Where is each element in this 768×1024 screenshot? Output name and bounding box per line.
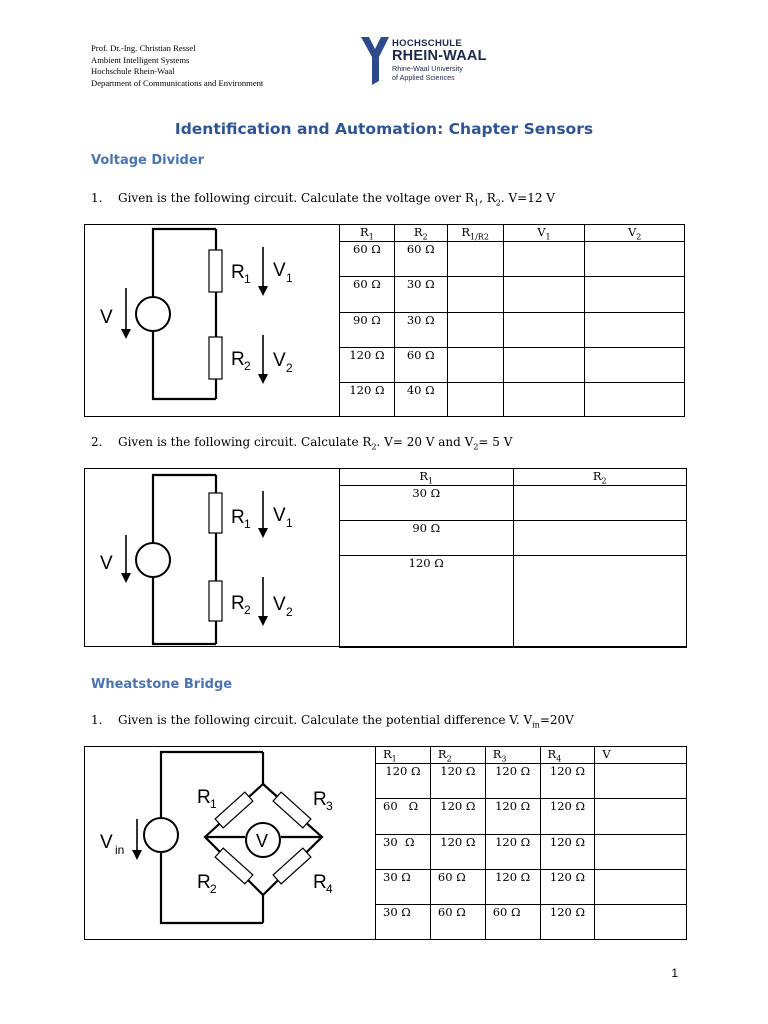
question-text: Given is the following circuit. Calculate the voltage over R: [118, 191, 474, 205]
author-group: Ambient Intelligent Systems: [91, 54, 190, 65]
table-row: [340, 277, 685, 312]
table-cell: 120 Ω: [540, 904, 595, 939]
table-cell: 120 Ω: [430, 834, 485, 869]
author-block: [91, 43, 263, 90]
r3-sub: 3: [326, 799, 333, 813]
table-header-row: [340, 469, 687, 486]
question-text: . V= 20 V and V: [376, 435, 474, 449]
r1-sub: 1: [210, 797, 217, 811]
section-heading-voltage-divider: Voltage Divider: [91, 153, 205, 168]
question-3-table: [375, 746, 687, 940]
table-cell: 60 Ω: [430, 904, 485, 939]
question-text: =20V: [539, 713, 574, 727]
table-row: [376, 764, 687, 799]
table-row: [340, 382, 685, 416]
table-header-cell: $R_3$: [485, 747, 540, 764]
table-cell: 60 Ω: [340, 277, 395, 312]
r2-sub: 2: [244, 359, 251, 373]
answer-cell[interactable]: [503, 347, 585, 382]
table-header-cell: V: [595, 747, 687, 764]
table-cell: 60 Ω: [340, 242, 395, 277]
answer-cell[interactable]: [585, 312, 685, 347]
source-label: V: [100, 553, 113, 574]
table-header-cell: $R_{1/R2}$: [447, 225, 503, 242]
question-3-text: [91, 713, 574, 729]
answer-cell[interactable]: [595, 904, 687, 939]
question-text: . V=12 V: [500, 191, 555, 205]
question-number: 2.: [91, 435, 103, 449]
v1-label: V: [273, 260, 286, 281]
table-header-cell: $R_4$: [540, 747, 595, 764]
subscript: 2: [371, 442, 377, 452]
table-cell: 120 Ω: [340, 556, 514, 648]
logo-line4: of Applied Sciences: [392, 72, 455, 82]
table-row: [376, 904, 687, 939]
subscript: in: [532, 720, 540, 730]
author-university: Hochschule Rhein-Waal: [91, 66, 175, 77]
answer-cell[interactable]: [595, 799, 687, 834]
r4-sub: 4: [326, 882, 333, 896]
question-2-table: [339, 468, 687, 648]
answer-cell[interactable]: [513, 486, 687, 521]
table-cell: 30 Ω: [340, 486, 514, 521]
r1-label: R: [231, 262, 245, 283]
r1-label: R: [231, 507, 245, 528]
v1-sub: 1: [286, 271, 293, 285]
table-cell: 120 Ω: [540, 834, 595, 869]
voltage-divider-circuit-diagram: [85, 469, 341, 646]
table-cell: 30 Ω: [394, 277, 447, 312]
answer-cell[interactable]: [595, 869, 687, 904]
table-cell: 120 Ω: [540, 799, 595, 834]
source-sub: in: [115, 843, 125, 857]
answer-cell[interactable]: [585, 347, 685, 382]
table-cell: 120 Ω: [340, 382, 395, 416]
r1-label: R: [197, 787, 211, 808]
table-row: [376, 869, 687, 904]
answer-cell[interactable]: [513, 556, 687, 648]
answer-cell[interactable]: [595, 834, 687, 869]
v2-label: V: [273, 594, 286, 615]
question-1-text: [91, 191, 555, 207]
table-header-cell: $R_1$: [340, 469, 514, 486]
answer-cell[interactable]: [503, 277, 585, 312]
table-row: [340, 242, 685, 277]
answer-cell[interactable]: [585, 242, 685, 277]
r1-sub: 1: [244, 517, 251, 531]
answer-cell[interactable]: [513, 521, 687, 556]
table-row: [340, 312, 685, 347]
page-number: 1: [671, 966, 678, 980]
question-text: Given is the following circuit. Calculate the potential difference V. V: [118, 713, 533, 727]
section-heading-wheatstone-bridge: Wheatstone Bridge: [91, 677, 233, 692]
subscript: 2: [495, 198, 501, 208]
table-cell: 90 Ω: [340, 521, 514, 556]
question-number: 1.: [91, 713, 103, 727]
table-row: [340, 486, 687, 521]
r3-label: R: [313, 789, 327, 810]
subscript: 1: [474, 198, 480, 208]
table-cell: 30 Ω: [376, 869, 431, 904]
logo-line3: Rhine-Waal University: [392, 64, 463, 73]
page-title: Identification and Automation: Chapter Sensors: [174, 120, 594, 138]
table-cell: 40 Ω: [394, 382, 447, 416]
table-cell: 120 Ω: [540, 869, 595, 904]
answer-cell[interactable]: [447, 382, 503, 416]
answer-cell[interactable]: [585, 382, 685, 416]
r1-sub: 1: [244, 272, 251, 286]
wheatstone-bridge-circuit-diagram: [85, 747, 377, 939]
logo-text: [392, 38, 487, 82]
table-cell: 30 Ω: [376, 834, 431, 869]
table-cell: 60 Ω: [394, 242, 447, 277]
table-cell: 30 Ω: [394, 312, 447, 347]
table-row: [340, 347, 685, 382]
table-row: [376, 799, 687, 834]
v2-sub: 2: [286, 605, 293, 619]
source-label: V: [100, 832, 113, 853]
answer-cell[interactable]: [503, 382, 585, 416]
logo-line2: RHEIN-WAAL: [392, 48, 487, 64]
table-header-cell: $R_2$: [430, 747, 485, 764]
question-text: Given is the following circuit. Calculate R: [118, 435, 372, 449]
question-2-text: [91, 435, 512, 451]
answer-cell[interactable]: [585, 277, 685, 312]
answer-cell[interactable]: [447, 347, 503, 382]
table-cell: 120 Ω: [430, 799, 485, 834]
table-header-cell: $V_2$: [585, 225, 685, 242]
table-row: [376, 834, 687, 869]
table-cell: 60 Ω: [430, 869, 485, 904]
v2-label: V: [273, 350, 286, 371]
table-header-row: [376, 747, 687, 764]
table-cell: 120 Ω: [485, 764, 540, 799]
r2-sub: 2: [210, 882, 217, 896]
v1-label: V: [273, 505, 286, 526]
table-cell: 120 Ω: [430, 764, 485, 799]
table-cell: 30 Ω: [376, 904, 431, 939]
answer-cell[interactable]: [595, 764, 687, 799]
question-number: 1.: [91, 191, 103, 205]
author-department: Department of Communications and Environment: [91, 78, 264, 89]
table-header-cell: $V_1$: [503, 225, 585, 242]
r2-label: R: [231, 349, 245, 370]
answer-cell[interactable]: [503, 312, 585, 347]
table-cell: 120 Ω: [485, 799, 540, 834]
answer-cell[interactable]: [447, 277, 503, 312]
logo-line1: HOCHSCHULE: [392, 38, 463, 49]
table-header-row: [340, 225, 685, 242]
table-header-cell: $R_1$: [376, 747, 431, 764]
table-cell: 120 Ω: [340, 347, 395, 382]
table-cell: 60 Ω: [376, 799, 431, 834]
answer-cell[interactable]: [447, 312, 503, 347]
table-row: [340, 556, 687, 648]
answer-cell[interactable]: [447, 242, 503, 277]
author-name: Prof. Dr.-Ing. Christian Ressel: [91, 43, 196, 53]
table-header-cell: $R_1$: [340, 225, 395, 242]
question-text: = 5 V: [478, 435, 513, 449]
r2-label: R: [231, 593, 245, 614]
meter-label: V: [256, 831, 269, 851]
question-text: , R: [479, 191, 496, 205]
table-header-cell: $R_2$: [513, 469, 687, 486]
table-cell: 60 Ω: [485, 904, 540, 939]
subscript: 2: [473, 442, 479, 452]
voltage-divider-circuit-diagram: [85, 225, 341, 416]
source-label: V: [100, 307, 113, 328]
table-cell: 120 Ω: [376, 764, 431, 799]
v1-sub: 1: [286, 516, 293, 530]
question-1-table: [339, 224, 685, 417]
answer-cell[interactable]: [503, 242, 585, 277]
table-cell: 60 Ω: [394, 347, 447, 382]
table-cell: 120 Ω: [485, 834, 540, 869]
table-header-cell: $R_2$: [394, 225, 447, 242]
r4-label: R: [313, 872, 327, 893]
v2-sub: 2: [286, 361, 293, 375]
table-cell: 90 Ω: [340, 312, 395, 347]
r2-sub: 2: [244, 603, 251, 617]
table-cell: 120 Ω: [485, 869, 540, 904]
table-row: [340, 521, 687, 556]
table-cell: 120 Ω: [540, 764, 595, 799]
r2-label: R: [197, 872, 211, 893]
